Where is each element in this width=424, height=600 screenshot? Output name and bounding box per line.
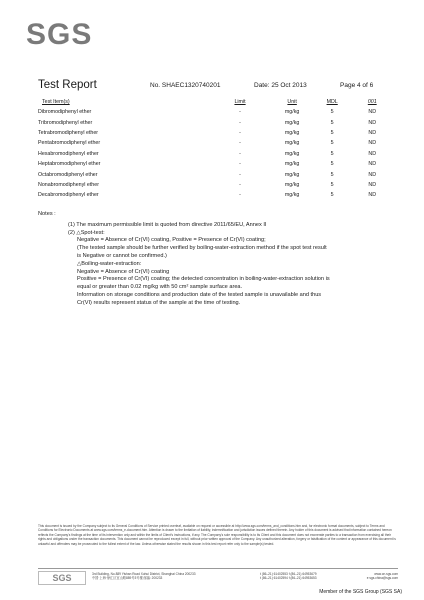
- mdl-cell: 5: [330, 119, 334, 126]
- header-sample-001: 001: [367, 99, 377, 105]
- table-header-row: [38, 98, 394, 107]
- test-item-cell: Hexabromodiphenyl ether: [38, 150, 99, 157]
- mdl-cell: 5: [330, 192, 334, 199]
- header-mdl: MDL: [326, 99, 338, 105]
- test-item-cell: Tetrabromodiphenyl ether: [38, 129, 99, 136]
- unit-cell: mg/kg: [284, 150, 300, 157]
- mdl-cell: 5: [330, 140, 334, 147]
- limit-cell: -: [239, 109, 241, 116]
- notes-section: [38, 211, 398, 308]
- limit-cell: -: [239, 140, 241, 147]
- mdl-cell: 5: [330, 109, 334, 116]
- note-line: equal or greater than 0.02 mg/kg with 50 cm² sample surface area.: [77, 284, 243, 291]
- note-line: Negative = Absence of Cr(VI) coating: [77, 268, 170, 275]
- test-item-cell: Octabromodiphenyl ether: [38, 171, 98, 178]
- website-link[interactable]: www.cn.sgs.com: [374, 572, 398, 576]
- result-cell: ND: [368, 140, 377, 147]
- test-item-cell: Tribromodiphenyl ether: [38, 119, 93, 126]
- legal-disclaimer: This document is issued by the Company subject to its General Conditions of Service printed overleaf, available on request or accessible at http://www.sgs.com/terms_and_conditions.htm and, for electronic format documents, subject to Terms and Conditions for Electronic Documents at www.sgs.com/terms_e-document.htm. Attention is drawn to the limitation of liability, indemnification and jurisdiction issues defined therein. Any holder of this document is advised that information contained hereon reflects the Company's findings at the time of its intervention only and within the limits of Client's instructions, if any. The Company's sole responsibility is to its Client and this document does not exonerate parties to a transaction from exercising all their rights and obligations under the transaction documents. This document cannot be reproduced except in full, without prior written approval of the Company. Any unauthorized alteration, forgery or falsification of the content or appearance of this document is unlawful and offenders may be prosecuted to the fullest extent of the law. Unless otherwise stated the results shown in this test report refer only to the sample(s) tested.: [38, 524, 396, 546]
- report-title: Test Report: [38, 79, 97, 91]
- notes-label: Notes :: [38, 211, 56, 217]
- unit-cell: mg/kg: [284, 109, 300, 116]
- unit-cell: mg/kg: [284, 119, 300, 126]
- result-cell: ND: [368, 181, 377, 188]
- results-table: [38, 98, 394, 201]
- test-item-cell: Heptabromodiphenyl ether: [38, 161, 101, 168]
- note-line: Positive = Presence of Cr(VI) coating; the detected concentration in boiling-water-extraction solution is: [77, 276, 330, 283]
- unit-cell: mg/kg: [284, 192, 300, 199]
- test-item-cell: Nonabromodiphenyl ether: [38, 181, 99, 188]
- table-row: [38, 169, 394, 179]
- mdl-cell: 5: [330, 171, 334, 178]
- address-chinese: 中国·上海·徐汇区宜山路889号3号楼 邮编: 200233: [92, 576, 163, 581]
- mdl-cell: 5: [330, 150, 334, 157]
- email-link[interactable]: e sgs.china@sgs.com: [366, 576, 398, 581]
- footer-address: [92, 572, 195, 581]
- table-row: [38, 190, 394, 200]
- mdl-cell: 5: [330, 181, 334, 188]
- note-line: (2) △Spot-test:: [68, 229, 105, 236]
- table-row: [38, 159, 394, 169]
- sgs-logo-text: SGS: [26, 18, 93, 51]
- note-line: △Boiling-water-extraction:: [77, 260, 142, 267]
- test-item-cell: Dibromodiphenyl ether: [38, 109, 92, 116]
- limit-cell: -: [239, 150, 241, 157]
- footer-contact: [354, 572, 398, 581]
- note-line: Cr(VI) results represent status of the sample at the time of testing.: [77, 299, 241, 306]
- unit-cell: mg/kg: [284, 140, 300, 147]
- note-line: Negative = Absence of Cr(VI) coating, Positive = Presence of Cr(VI) coating;: [77, 237, 266, 244]
- phone-line-2: t (86–21) 61402594 f (86–21) 64953653: [260, 576, 317, 581]
- table-body: [38, 107, 394, 201]
- report-number: No. SHAEC1320740201: [150, 82, 221, 89]
- mdl-cell: 5: [330, 129, 334, 136]
- result-cell: ND: [368, 161, 377, 168]
- result-cell: ND: [368, 150, 377, 157]
- report-date: Date: 25 Oct 2013: [254, 82, 307, 89]
- result-cell: ND: [368, 119, 377, 126]
- note-line: (1) The maximum permissible limit is quoted from directive 2011/65/EU, Annex II: [68, 221, 267, 228]
- footer: [38, 568, 398, 584]
- footer-sgs-logo: SGS: [38, 571, 86, 585]
- limit-cell: -: [239, 181, 241, 188]
- header-test-items: Test Item(s): [42, 99, 70, 105]
- test-item-cell: Decabromodiphenyl ether: [38, 192, 99, 199]
- notes-list: [38, 222, 398, 308]
- table-row: [38, 107, 394, 117]
- note-line: (The tested sample should be further verified by boiling-water-extraction method if the spot test result: [77, 245, 327, 252]
- limit-cell: -: [239, 161, 241, 168]
- table-row: [38, 149, 394, 159]
- unit-cell: mg/kg: [284, 181, 300, 188]
- footer-phone: [260, 572, 317, 581]
- table-row: [38, 180, 394, 190]
- limit-cell: -: [239, 192, 241, 199]
- unit-cell: mg/kg: [284, 129, 300, 136]
- unit-cell: mg/kg: [284, 161, 300, 168]
- result-cell: ND: [368, 109, 377, 116]
- mdl-cell: 5: [330, 161, 334, 168]
- sgs-logo: [26, 14, 93, 56]
- result-cell: ND: [368, 129, 377, 136]
- limit-cell: -: [239, 171, 241, 178]
- address-english: 3rd Building, No.889 Yishan Road Xuhui District, Shanghai China 200233: [92, 572, 196, 576]
- header-unit: Unit: [287, 99, 297, 105]
- limit-cell: -: [239, 129, 241, 136]
- result-cell: ND: [368, 171, 377, 178]
- phone-line-1: t (86–21) 61402553 f (86–21) 64953679: [260, 572, 317, 576]
- note-line: Information on storage conditions and production date of the tested sample is unavailable and thus: [77, 291, 322, 298]
- table-row: [38, 138, 394, 148]
- note-line: is Negative or cannot be confirmed.): [77, 252, 167, 259]
- unit-cell: mg/kg: [284, 171, 300, 178]
- table-row: [38, 117, 394, 127]
- result-cell: ND: [368, 192, 377, 199]
- test-item-cell: Pentabromodiphenyl ether: [38, 140, 101, 147]
- report-header: [38, 80, 393, 94]
- member-of-group: Member of the SGS Group (SGS SA): [319, 589, 402, 595]
- header-limit: Limit: [234, 99, 246, 105]
- table-row: [38, 128, 394, 138]
- limit-cell: -: [239, 119, 241, 126]
- page-number: Page 4 of 6: [340, 82, 374, 89]
